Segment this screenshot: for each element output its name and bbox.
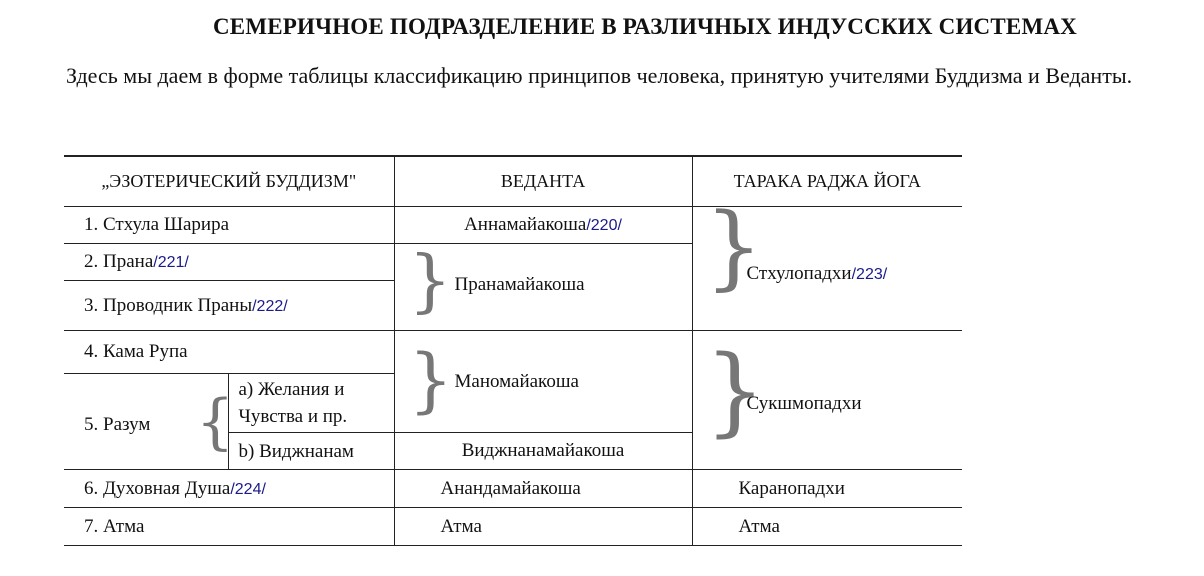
brace-icon: } (704, 193, 764, 300)
manomaya-text: Маномайакоша (454, 371, 579, 392)
spiritual-soul-footnote-link[interactable]: /224/ (230, 480, 266, 498)
prana-footnote-link[interactable]: /221/ (153, 254, 189, 271)
brace-open-icon: { (196, 387, 235, 457)
annamaya-text: Аннамайакоша (464, 214, 587, 235)
annamaya-footnote-link[interactable]: /220/ (586, 217, 622, 234)
cell-kama-rupa: 4. Кама Рупа (64, 331, 394, 374)
cell-prana (64, 244, 394, 281)
sukshmopadhi-text: Сукшмопадхи (746, 393, 862, 414)
table-header-row (64, 156, 962, 207)
cell-desires-feelings: а) Желания и Чувства и пр. (228, 374, 394, 433)
cell-atma-taraka: Атма (692, 508, 962, 546)
table-row (64, 207, 962, 244)
cell-manomaya (394, 331, 692, 433)
cell-karanopadhi: Каранопадхи (692, 470, 962, 508)
table-row (64, 331, 962, 374)
table-row (64, 508, 962, 546)
prana-vehicle-footnote-link[interactable]: /222/ (252, 297, 288, 315)
cell-vijnanamaya: Виджнанамайакоша (394, 433, 692, 470)
brace-icon: } (408, 339, 454, 421)
table-row (64, 470, 962, 508)
header-taraka: ТАРАКА РАДЖА ЙОГА (692, 156, 962, 207)
cell-anandamaya: Анандамайакоша (394, 470, 692, 508)
cell-prana-vehicle (64, 281, 394, 331)
prana-vehicle-text: 3. Проводник Праны (84, 294, 253, 316)
cell-sthulopadhi (692, 193, 962, 331)
cell-annamaya (394, 207, 692, 244)
sthulopadhi-footnote-link[interactable]: /223/ (851, 266, 888, 283)
header-vedanta: ВЕДАНТА (394, 156, 692, 207)
cell-vijnanam: b) Виджнанам (228, 433, 394, 470)
cell-atma-buddhism: 7. Атма (64, 508, 394, 546)
header-buddhism: „ЭЗОТЕРИЧЕСКИЙ БУДДИЗМ" (64, 156, 394, 207)
cell-razum (64, 374, 235, 470)
brace-icon: } (704, 335, 766, 447)
prana-text: 2. Прана (84, 251, 154, 272)
cell-pranamaya (394, 244, 692, 331)
cell-sukshmopadhi (692, 331, 962, 470)
pranamaya-text: Пранамайакоша (454, 274, 585, 295)
razum-text: 5. Разум (84, 414, 151, 435)
brace-icon: } (408, 242, 452, 321)
cell-sthula-sharira: 1. Стхула Шарира (64, 207, 394, 244)
spiritual-soul-text: 6. Духовная Душа (84, 477, 231, 499)
sthulopadhi-text: Стхулопадхи (746, 263, 852, 284)
cell-spiritual-soul (64, 470, 394, 508)
intro-paragraph: Здесь мы даем в форме таблицы классификацию принципов человека, принятую учителями Буддизма и Веданты. (66, 63, 1133, 88)
page-title: СЕМЕРИЧНОЕ ПОДРАЗДЕЛЕНИЕ В РАЗЛИЧНЫХ ИНДУССКИХ СИСТЕМАХ (213, 14, 1077, 39)
classification-table (64, 155, 962, 546)
cell-atma-vedanta: Атма (394, 508, 692, 546)
